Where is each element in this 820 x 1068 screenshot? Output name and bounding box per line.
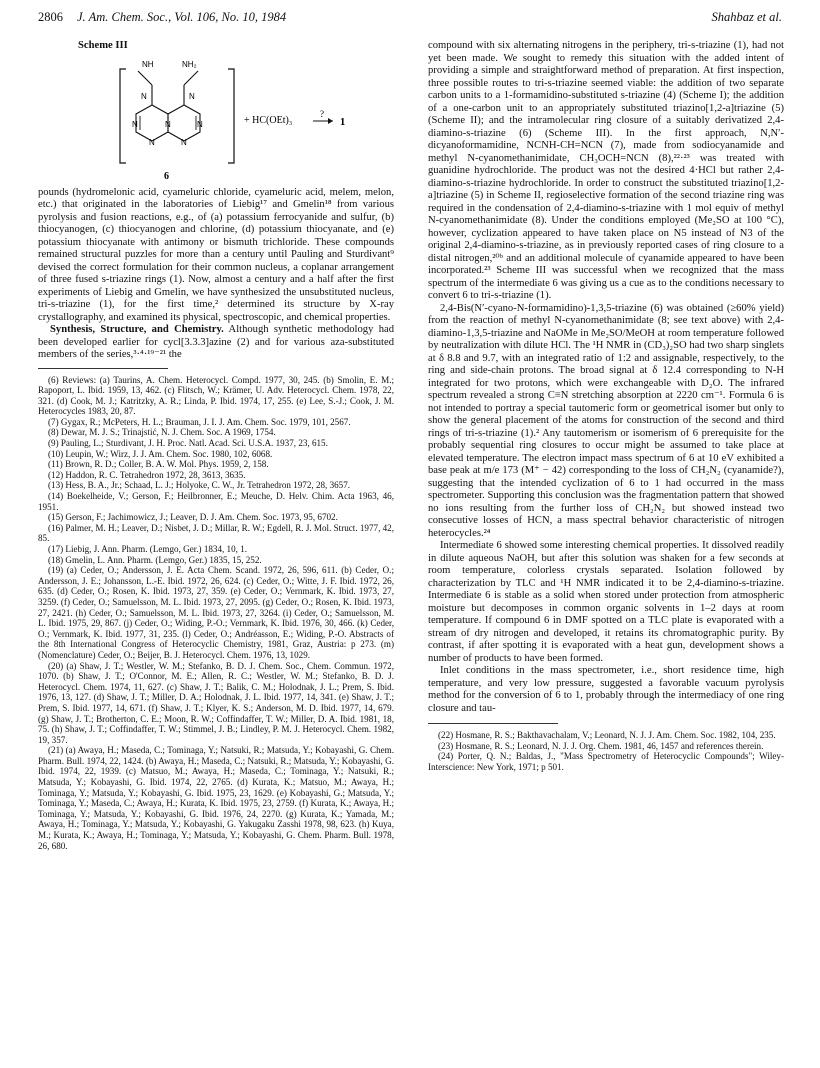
reference-item: (16) Palmer, M. H.; Leaver, D.; Nisbet, J. D.; Millar, R. W.; Egdell, R. J. Mol. Struct. 1977, 42, 85. xyxy=(38,522,394,544)
right-references xyxy=(428,730,784,772)
left-paragraph-1: pounds (hydromelonic acid, cyameluric chloride, cyameluric acid, melem, melon, etc.) that originated in the laboratories of Liebig¹⁷ and Gmelin¹⁸ from various pyrolysis and fusion reactions, e.g., of (a) potassium ferrocyanide and sulfur, (b) thiocyanogen, (c) thiocyanogen and chlorine, (d) potassium thiocyanate, and (e) potassium thiocyanate with antimony or bismuth trichloride. These compounds remained structural puzzles for more than a century until Pauling and Sturdivant⁹ devised the correct formulation for their common nucleus, a coplanar arrangement of three fused s-triazine rings (1). Now, almost a century and a half after the first experiments of Liebig and Gmelin, we have synthesized the unsubstituted nucleus, tri-s-triazine (1), for the first time,² determined its structure by X-ray crystallography, and examined its physical, spectroscopic, and chemical properties. xyxy=(38,186,394,323)
svg-text:N: N xyxy=(197,119,203,129)
svg-text:N: N xyxy=(181,137,187,147)
right-paragraph-2: 2,4-Bis(N′-cyano-N-formamidino)-1,3,5-triazine (6) was obtained (≥60% yield) from the reaction of methyl N-cyanomethanimidate (8; see text above) with 2,4-diamino-1,3,5-triazine and NaOMe in Me₂SO/MeOH at room temperature followed by neutralization with dilute HCl. The ¹H NMR in (CD₃)₂SO had two sharp singlets at δ 8.8 and 9.7, with an integrated ratio of 1:2 and assignable, respectively, to the ring and side-chain protons. The broad signal at δ 12.4 corresponding to N-H integrated for two protons, which were exchangeable with D₂O. The infrared spectrum revealed a strong C≡N stretching absorption at 2220 cm⁻¹. Formula 6 is not intended to portray a special tautomeric form or geometrical isomer but only to show the general placement of the atoms for construction of the second and third rings of tri-s-triazine (1).² Any tautomerism or isomerism of 6 prerequisite for the probably sequential ring closures to occur might be assumed to take place at elevated temperature. The electron impact mass spectrum of 6 at 10 eV exhibited a base peak at m/e 173 (M⁺ − 42) corresponding to the loss of CH₂N₂ (cyanamide?), suggesting that the intended cyclization of 6 to 1 had occurred in the mass spectrometer. Supporting this conclusion was the fragmentation pattern that showed no ions resulting from the further loss of CH₂N₂ but showed instead two consecutive losses of HCN, a mass spectral behavior characteristic of nitrogen heterocycles.²⁴ xyxy=(428,302,784,539)
reference-item: (13) Hess, B. A., Jr.; Schaad, L. J.; Holyoke, C. W., Jr. Tetrahedron 1972, 28, 3657. xyxy=(48,480,351,491)
reference-item: (8) Dewar, M. J. S.; Trinajstić, N. J. Chem. Soc. A 1969, 1754. xyxy=(48,427,276,438)
reference-item: (18) Gmelin, L. Ann. Pharm. (Lemgo, Ger.) 1835, 15, 252. xyxy=(48,554,262,565)
journal-citation: J. Am. Chem. Soc., Vol. 106, No. 10, 1984 xyxy=(77,10,287,24)
reference-item: (10) Leupin, W.; Wirz, J. J. Am. Chem. Soc. 1980, 102, 6068. xyxy=(48,448,273,459)
running-authors: Shahbaz et al. xyxy=(711,10,782,24)
running-header xyxy=(38,10,782,28)
svg-text:N: N xyxy=(141,91,147,101)
reference-item: (12) Haddon, R. C. Tetrahedron 1972, 28, 3613, 3635. xyxy=(48,469,246,480)
page-number: 2806 xyxy=(38,10,63,24)
reference-item: (14) Boekelheide, V.; Gerson, F.; Heilbronner, E.; Meuche, D. Helv. Chim. Acta 1963, 46, 1951. xyxy=(38,491,394,512)
reference-item: (17) Liebig, J. Ann. Pharm. (Lemgo, Ger.) 1834, 10, 1. xyxy=(48,544,248,554)
right-column xyxy=(428,40,784,772)
product-label: 1 xyxy=(340,116,346,128)
nh-label: NH xyxy=(142,59,154,69)
footnote-rule xyxy=(428,723,558,724)
left-references xyxy=(38,375,394,852)
left-column xyxy=(38,40,394,851)
arrow-label: ? xyxy=(320,108,324,119)
header-left xyxy=(38,10,286,25)
svg-text:N: N xyxy=(165,119,171,129)
reference-item: (15) Gerson, F.; Jachimowicz, J.; Leaver, D. J. Am. Chem. Soc. 1973, 95, 6702. xyxy=(48,512,338,523)
reference-item: (11) Brown, R. D.; Coller, B. A. W. Mol. Phys. 1959, 2, 158. xyxy=(48,459,269,470)
reference-item: (6) Reviews: (a) Taurins, A. Chem. Heterocycl. Compd. 1977, 30, 245. (b) Smolin, E. M.; Rapoport, L. Ibid. 1959, 13, 462. (c) Flitsch, W.; Krämer, U. Adv. Heterocycl. Chem. 1978, 22, 321. (d) Cook, M. J.; Katritzky, A. R.; Linda, P. Ibid. 1974, 17, 255. (e) Lee, S.-J.; Cook, J. M. Heterocycles 1983, 20, 87. xyxy=(38,374,394,417)
right-paragraph-4: Inlet conditions in the mass spectrometer, i.e., short residence time, high temperature, and very low pressure, suggested a favorable vacuum pyrolysis method for the conversion of 6 to 1, probably through the intermediacy of one ring closure and tau- xyxy=(428,665,784,714)
right-paragraph-3: Intermediate 6 showed some interesting chemical properties. It dissolved readily in dilute aqueous NaOH, but after this solution was shaken for a few seconds at room temperature, colorless crystals separated. Isolation followed by characterization by TLC and ¹H NMR indicated it to be 2,4-diamino-s-triazine. Intermediate 6 is stable as a solid when stored under protection from atmospheric moisture but decomposes in common organic solvents in 1–2 days at room temperature. If compound 6 in DMF spotted on a TLC plate is evaporated with a stream of dry nitrogen and developed, it retains its chromatographic purity. By contrast, if after spotting it is evaporated with a heat gun, development shows a number of products to have been formed. xyxy=(428,540,784,664)
nh2-label: NH₂ xyxy=(182,59,197,69)
right-paragraph-1: compound with six alternating nitrogens in the periphery, tri-s-triazine (1), had not yet been made. We sought to remedy this situation with the added intent of providing a simple and straightforward method of preparation. At first inspection, three possible routes to tri-s-triazine seemed viable: the addition of two separate carbon units to a 1-formamidino-substituted s-triazine (4) (Scheme I); the addition of a one-carbon unit to an appropriately substituted triazino[1,2-a]triazine (5) (Scheme II); and the intramolecular ring closure of a suitably derivatized 2,4-diamino-s-triazine (6) (Scheme III). In the first approach, N,N′-dicyanoformamidine, NCNH-CH=NCN (7), made from sodiocyanamide and methyl N-cyanomethanimidate, CH₃OCH=NCN (8),²²·²³ was treated with guanidine hydrochloride. The product was not the desired 4·HCl but rather 2,4-diamino-s-triazine hydrochloride. In order to construct the substituted triazino[1,2-a]triazine (5) in Scheme II, regioselective formation of the second triazine ring was required in the condensation of 2,4-diamino-s-triazine with 1 mol equiv of methyl N-cyanomethanimidate (8). Under the conditions employed (Me₂SO at 100 °C), however, cyclization appeared to have taken place on N5 instead of N3 of the original 2,4-diamino-s-triazine, as in previously reported cases of ring closure to a distal nitrogen,²⁰ᵇ and an additional molecule of cyanamide appeared to have been incorporated.²³ Scheme III was successful when we recognized that the mass spectrum of the intermediate 6 was giving us a cue as to the conditions necessary to convert 6 to tri-s-triazine (1). xyxy=(428,40,784,301)
left-paragraph-2-text: Although synthetic methodology had been developed earlier for cycl[3.3.3]azine (2) and for various aza-substituted members of the series,³·⁴·¹⁹⁻²¹ the xyxy=(38,324,394,360)
scheme-iii-figure xyxy=(38,55,394,187)
left-paragraph-2 xyxy=(38,324,394,362)
reference-item: (24) Porter, Q. N.; Baldas, J., "Mass Spectrometry of Heterocyclic Compounds"; Wiley-Interscience: New York, 1971; p 501. xyxy=(428,751,784,772)
svg-text:N: N xyxy=(132,119,138,129)
reference-item: (21) (a) Awaya, H.; Maseda, C.; Tominaga, Y.; Natsuki, R.; Matsuda, Y.; Kobayashi, G. Chem. Pharm. Bull. 1974, 22, 1424. (b) Awaya, H.; Maseda, C.; Natsuki, R.; Matsuda, Y.; Kobayashi, G. Ibid. 1974, 22, 1939. (c) Matsuo, M.; Awaya, H.; Maseda, C.; Tominaga, Y.; Natsuki, R.; Matsuda, Y.; Kobayashi, G. Ibid. 1974, 22, 2765. (d) Kurata, K.; Matsuo, M.; Awaya, H.; Tominaga, Y.; Matsuda, Y.; Kobayashi, G. Ibid. 1975, 23, 1629. (e) Kobayashi, G.; Matsuda, Y.; Tominaga, Y.; Maseda, C.; Awaya, H.; Kurata, K. Ibid. 1975, 23, 2759. (f) Kurata, K.; Awaya, H.; Tominaga, Y.; Matsuda, Y.; Kobayashi, G. Ibid. 1976, 24, 2270. (g) Kurata, K.; Yamada, M.; Awaya, H.; Tominaga, Y.; Matsuda, Y.; Kobayashi, G. Yakugaku Zasshi 1978, 98, 623. (h) Kuya, M.; Kurata, K.; Awaya, H.; Tominaga, Y.; Matsuda, Y.; Kobayashi, G. Chem. Pharm. Bull. 1978, 26, 680. xyxy=(38,745,394,851)
scheme-iii-structure xyxy=(68,55,368,185)
section-heading: Synthesis, Structure, and Chemistry. xyxy=(50,324,224,335)
reference-item: (20) (a) Shaw, J. T.; Westler, W. M.; Stefanko, B. D. J. Chem. Soc., Chem. Commun. 1972, 1070. (b) Shaw, J. T.; O'Connor, M. E.; Allen, R. C.; Westler, W. M.; Stefanko, B. D. J. Heterocycl. Chem. 1974, 11, 627. (c) Shaw, J. T.; Balik, C. M.; Holodnak, J. L.; Prem, S. Ibid. 1976, 13, 127. (d) Shaw, J. T.; Miller, D. A.; Holodnak, J. L. Ibid. 1977, 14, 341. (e) Shaw, J. T.; Prem, S. Ibid. 1977, 14, 671. (f) Shaw, J. T.; Klyer, K. S.; Anderson, M. D. Ibid. 1977, 14, 679. (g) Shaw, J. T.; Brotherton, C. E.; Moon, R. W.; Coffindaffer, T. W.; Miller, D. A. Ibid. 1981, 18, 75. (h) Shaw, J. T.; Coffindaffer, T. W.; Stimmel, J. B.; Lindley, P. M. J. Heterocycl. Chem. 1982, 19, 357. xyxy=(38,660,394,745)
reagent-text: + HC(OEt)₃ xyxy=(244,114,293,126)
scheme-title: Scheme III xyxy=(78,40,128,51)
reference-item: (19) (a) Ceder, O.; Andersson, J. E. Acta Chem. Scand. 1972, 26, 596, 611. (b) Ceder, O.; Andersson, J. E.; Johansson, L.-E. Ibid. 1972, 26, 624. (c) Ceder, O.; Witte, J. F. Ibid. 1972, 26, 635. (d) Ceder, O.; Rosen, K. Ibid. 1973, 27, 359. (e) Ceder, O.; Vernmark, K. Ibid. 1973, 27, 3259. (f) Ceder, O.; Samuelsson, M. L. Ibid. 1973, 27, 2095. (g) Ceder, O.; Rosen, K. Ibid. 1973, 27, 2421. (h) Ceder, O.; Samuelsson, M. L. Ibid. 1973, 27, 3264. (i) Ceder, O.; Samuelsson, M. L. Ibid. 1975, 29, 867. (j) Ceder, O.; Widing, P.-O.; Vernmark, K. Ibid. 1976, 30, 466. (k) Ceder, O.; Vernmark, K. Ibid. 1977, 31, 235. (l) Ceder, O.; Andréasson, E.; Widing, P.-O. Abstracts of the 8th International Congress of Heterocyclic Chemistry, 1981, Graz, Austria: p 273. (m) (Nomenclature) Ceder, O.; Beijer, B. J. Heterocycl. Chem. 1976, 13, 1029. xyxy=(38,565,394,660)
reference-item: (7) Gygax, R.; McPeters, H. L.; Brauman, J. I. J. Am. Chem. Soc. 1979, 101, 2567. xyxy=(48,416,351,427)
reference-item: (9) Pauling, L.; Sturdivant, J. H. Proc. Natl. Acad. Sci. U.S.A. 1937, 23, 615. xyxy=(48,438,328,449)
reference-item: (22) Hosmane, R. S.; Bakthavachalam, V.; Leonard, N. J. J. Am. Chem. Soc. 1982, 104, 235. xyxy=(438,730,776,740)
compound-label: 6 xyxy=(164,170,169,182)
svg-text:N: N xyxy=(189,91,195,101)
reference-item: (23) Hosmane, R. S.; Leonard, N. J. J. Org. Chem. 1981, 46, 1457 and references therein. xyxy=(438,740,764,751)
svg-text:N: N xyxy=(149,137,155,147)
footnote-rule xyxy=(38,368,168,369)
